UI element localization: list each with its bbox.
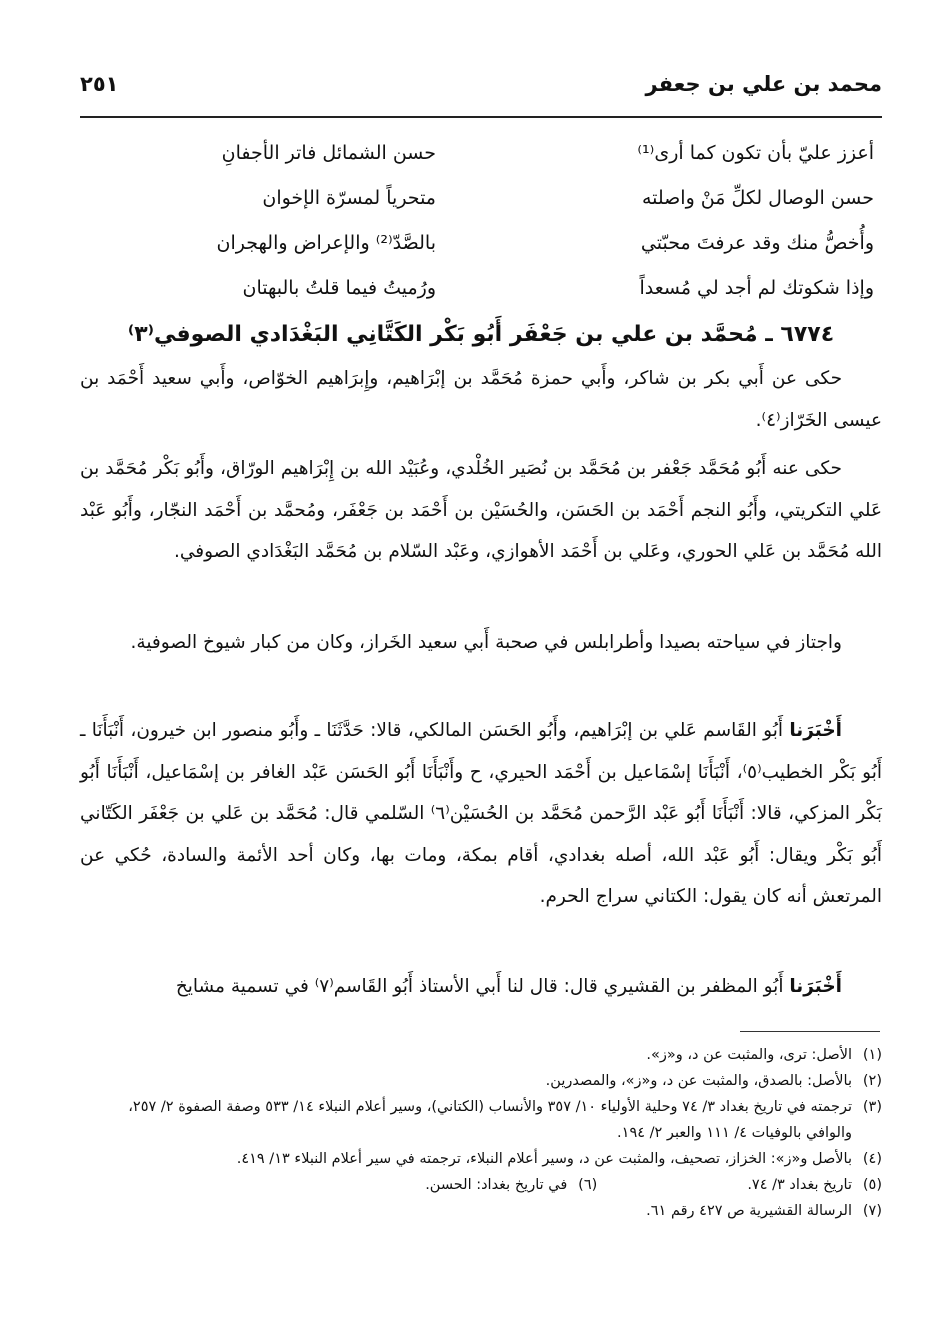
page-header [80,72,882,112]
paragraph-narrated-from: حكى عن أَبي بكر بن شاكر، وأَبي حمزة مُحَمَّد بن إبْرَاهيم، وإِبرَاهيم الخوّاص، وأَبي سعيد أَحْمَد بن عيسى الخَرّاز⁽٤⁾. [80,368,882,431]
paragraph-isnad-1 [80,710,882,918]
footnote-number: (٣) [862,1099,882,1115]
footnote-number: (٤) [862,1151,882,1167]
verse-line [80,187,882,232]
footnote-text: تاريخ بغداد ٣/ ٧٤. [747,1177,852,1193]
verse-first-hemistich: وأُخصُّ منك وقد عرفتَ محبّتي [640,232,874,254]
footnote [80,1146,882,1172]
footnotes [80,1042,882,1224]
footnote-number: (٥) [862,1177,882,1193]
page-number: ٢٥١ [80,72,119,96]
footnote-divider [740,1031,880,1032]
footnote [80,1198,882,1224]
entry-heading: ٦٧٧٤ ـ مُحمَّد بن علي بن جَعْفَر أَبُو بَكْر الكَتَّانِي البَغْدَادي الصوفي⁽٣⁾ [127,322,835,347]
footnote [425,1172,597,1198]
footnote-pair [80,1172,882,1198]
akhbarana-keyword: أَخْبَرَنا [789,720,842,741]
verse-first-hemistich: وإذا شكوتك لم أجد لي مُسعداً [639,277,874,299]
isnad-text: أَبُو المظفر بن القشيري قال: قال لنا أَبي الأستاذ أَبُو القَاسم⁽٧⁾ في تسمية مشايخ [175,976,790,997]
verse-first-hemistich: أعزز عليّ بأن تكون كما أرى⁽¹⁾ [637,142,874,164]
footnote [80,1068,882,1094]
verse-line [80,277,882,322]
footnote [80,1042,882,1068]
verse-second-hemistich: ورُميتُ فيما قلتُ بالبهتان [242,277,436,299]
verse-first-hemistich: حسن الوصال لكلِّ مَنْ واصلته [641,187,874,209]
header-divider [80,116,882,118]
akhbarana-keyword: أَخْبَرَنا [789,976,842,997]
running-title: محمد بن علي بن جعفر [645,72,882,96]
footnote-number: (٢) [862,1073,882,1089]
paragraph-narrators: حكى عنه أَبُو مُحَمَّد جَعْفر بن مُحَمَّد بن نُصَير الخُلْدي، وعُبَيْد الله بن إِبْرَاهيم الورّاق، وأَبُو بَكْر مُحَمَّد بن عَلي التكريتي، وأَبُو النجم أَحْمَد بن الحَسَن، والحُسَيْن بن أَحْمَد بن جَعْفَر، ومُحمَّد بن أَحْمَد النجّار، وأَبُو عَبْد الله مُحَمَّد بن عَلي الحوري، وعَلي بن أَحْمَد الأهوازي، وعَبْد السّلام بن مُحَمَّد البَغْدَادي الصوفي. [80,458,882,562]
verse-second-hemistich: حسن الشمائل فاتر الأجفانِ [221,142,436,164]
paragraph-travels: واجتاز في سياحته بصيدا وأطرابلس في صحبة أَبي سعيد الخَراز، وكان من كبار شيوخ الصوفية. [130,632,842,653]
footnote [747,1172,882,1198]
paragraph-isnad-2 [80,966,882,1008]
isnad-text: أَبُو القَاسم عَلي بن إبْرَاهيم، وأَبُو الحَسَن المالكي، قالا: حَدَّثَنَا ـ وأَبُو منصور ابن خيرون، أَنْبَأَنَا ـ أَبُو بَكْر الخطيب⁽٥⁾، أَنْبَأَنَا إسْمَاعيل بن أَحْمَد الحيري، ح وأَنْبَأَنَا أَبُو الحَسَن عَبْد الغافر بن إسْمَاعيل، أَنْبَأَنَا أَبُو بَكْر المزكي، قالا: أَنْبَأَنَا أَبُو عَبْد الرَّحمن مُحَمَّد بن الحُسَيْن⁽٦⁾ السّلمي قال: مُحَمَّد بن عَلي بن جَعْفَر الكَتّاني أَبُو بَكْر ويقال: أَبُو عَبْد الله، أصله بغدادي، أقام بمكة، ومات بها، وكان أحد الأئمة والسادة، حُكي عن المرتعش أنه كان يقول: الكتاني سراج الحرم. [80,720,882,907]
footnote-number: (٧) [862,1203,882,1219]
verse-line [80,232,882,277]
footnote-text: الرسالة القشيرية ص ٤٢٧ رقم ٦١. [646,1203,852,1219]
footnote-text: بالأصل: بالصدق، والمثبت عن د، و«ز»، والمصدرين. [545,1073,852,1089]
poem-verses [80,142,882,322]
footnote-text: في تاريخ بغداد: الحسن. [425,1177,568,1193]
verse-line [80,142,882,187]
verse-second-hemistich: بالصَّدّ⁽²⁾ والإعراض والهجران [216,232,436,254]
verse-second-hemistich: متحرياً لمسرّة الإخوان [262,187,436,209]
footnote-text: ترجمته في تاريخ بغداد ٣/ ٧٤ وحلية الأولياء ١٠/ ٣٥٧ والأنساب (الكتاني)، وسير أعلام النبلاء ١٤/ ٥٣٣ وصفة الصفوة ٢/ ٢٥٧، والوافي بالوفيات ٤/ ١١١ والعبر ٢/ ١٩٤. [128,1099,852,1141]
footnote [80,1094,882,1146]
footnote-number: (٦) [578,1177,598,1193]
footnote-number: (١) [862,1047,882,1063]
footnote-text: الأصل: ترى، والمثبت عن د، و«ز». [646,1047,852,1063]
footnote-text: بالأصل و«ز»: الخزاز، تصحيف، والمثبت عن د، وسير أعلام النبلاء، ترجمته في سير أعلام النبلاء ١٣/ ٤١٩. [236,1151,852,1167]
